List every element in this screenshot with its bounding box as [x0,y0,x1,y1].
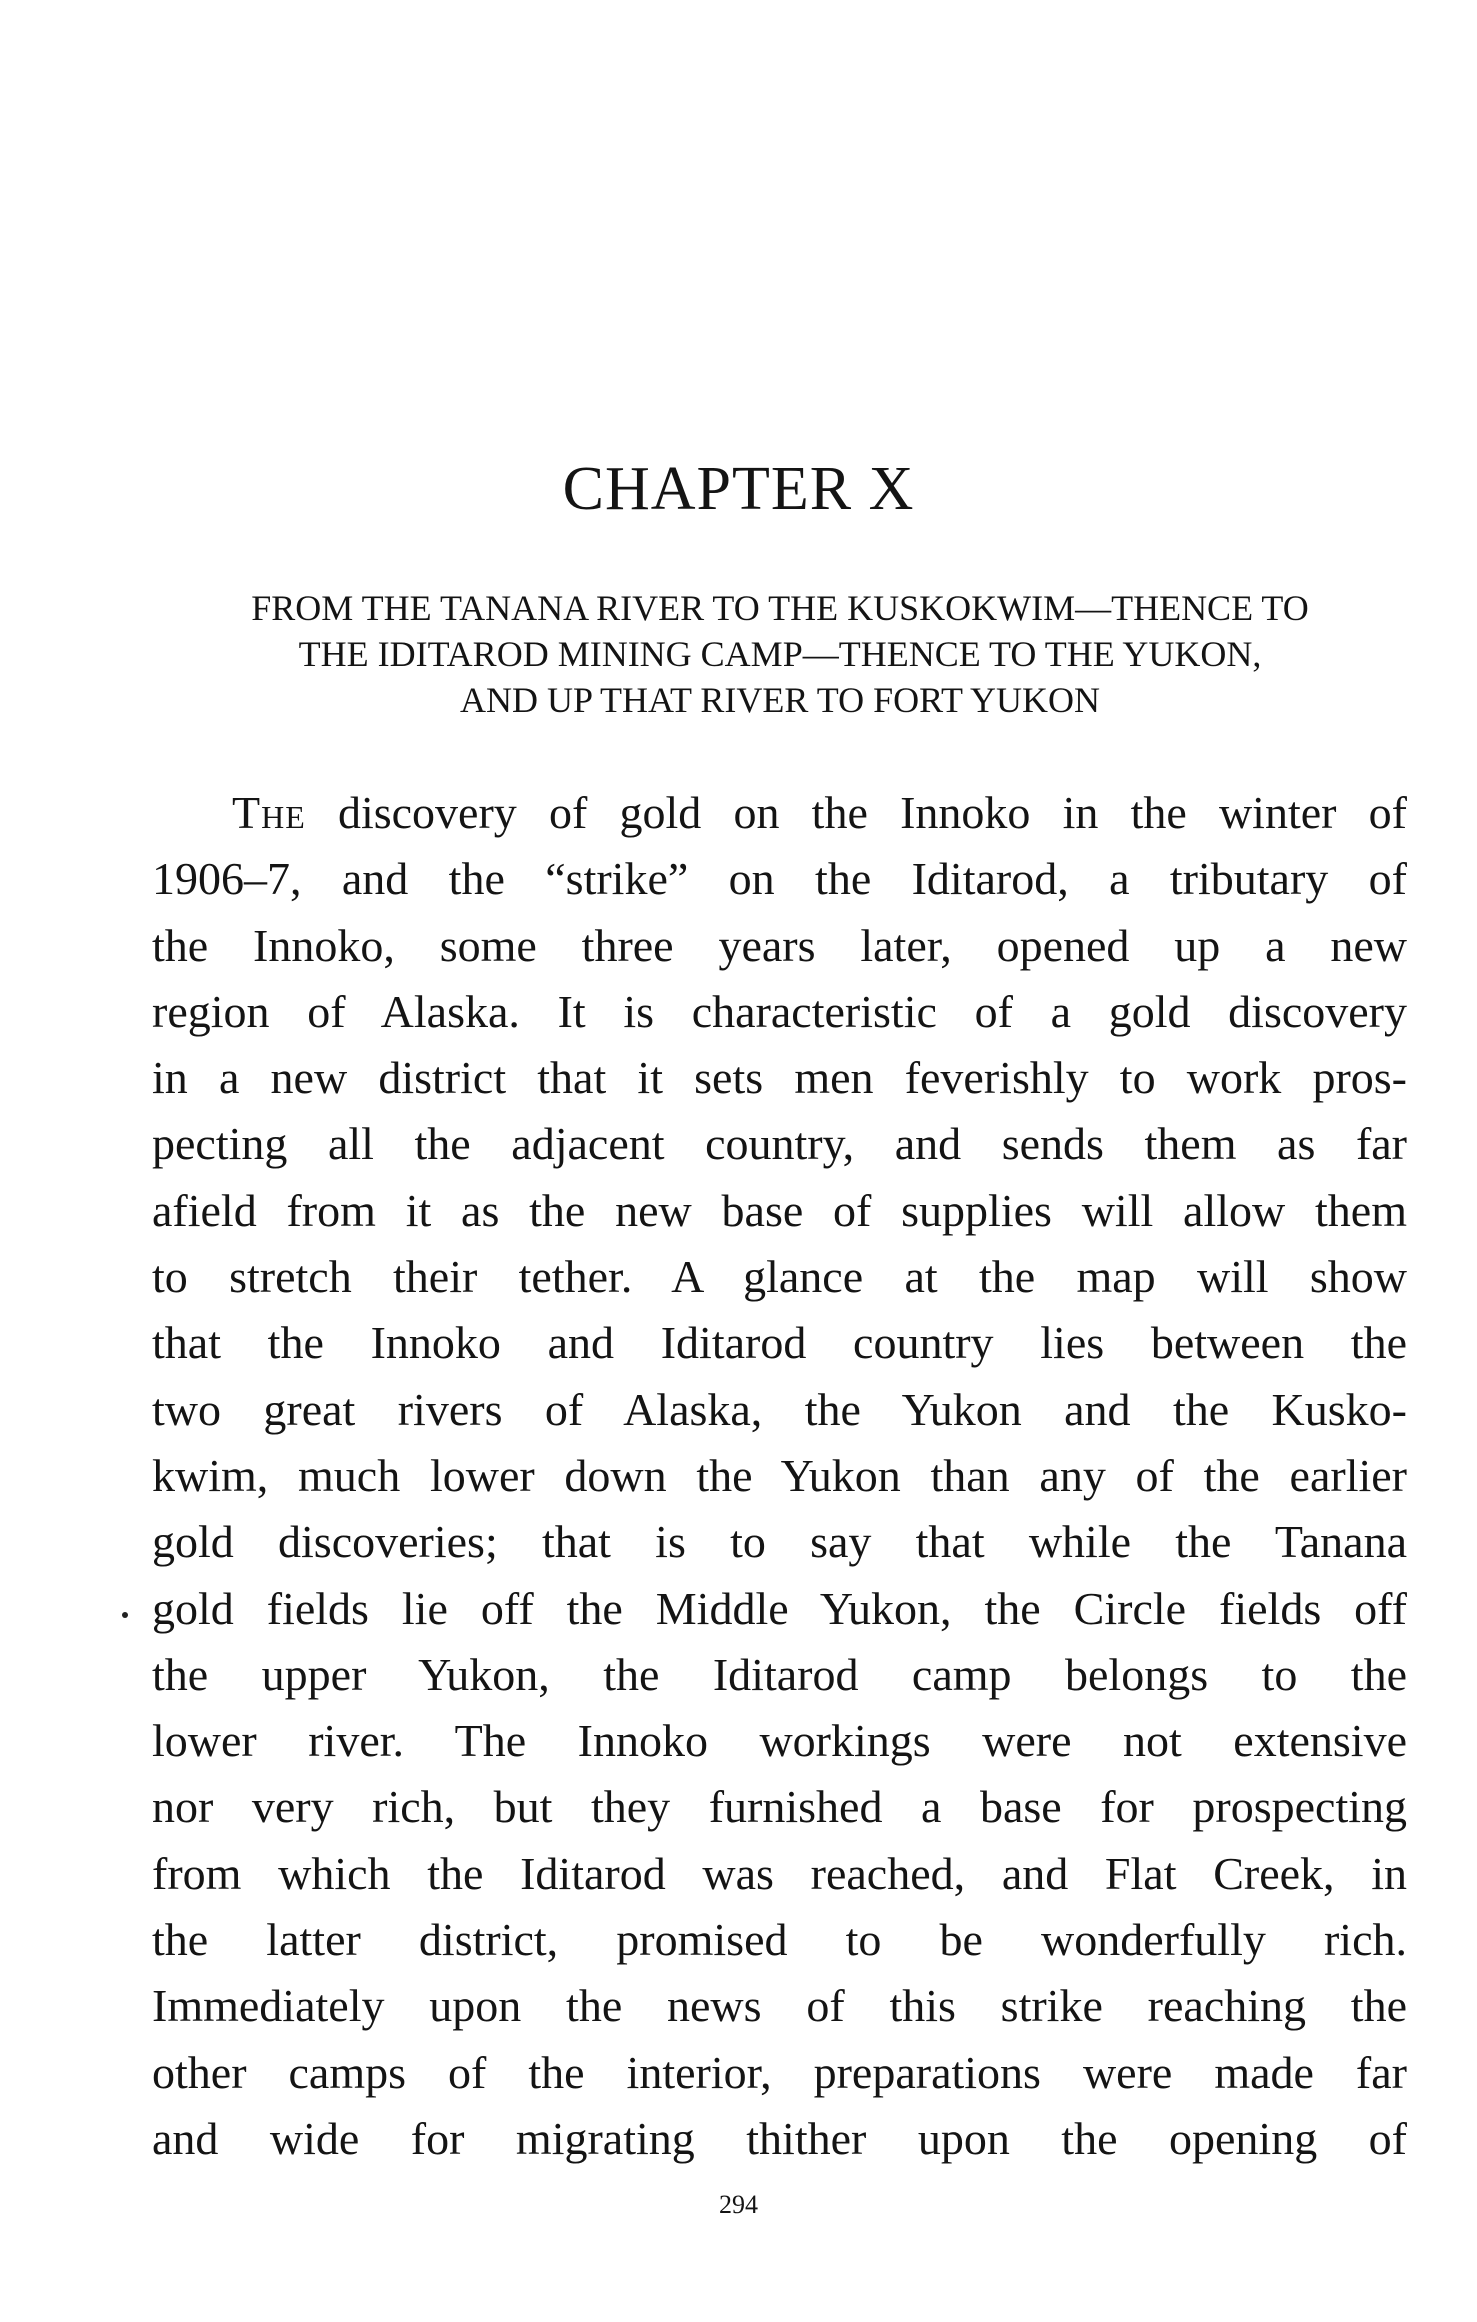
text-line: gold fields lie off the Middle Yukon, the Circle fields off [152,1582,1407,1634]
text-line: pecting all the adjacent country, and sends them as far [152,1118,1407,1170]
margin-dot [122,1612,128,1618]
text-line: the latter district, promised to be wonderfully rich. [152,1914,1407,1966]
text-line: two great rivers of Alaska, the Yukon and the Kusko- [152,1383,1407,1435]
text-line: that the Innoko and Iditarod country lies between the [152,1317,1407,1369]
text-line: kwim, much lower down the Yukon than any of the earlier [152,1449,1407,1501]
text-line: region of Alaska. It is characteristic of a gold discovery [152,985,1407,1037]
summary-line: FROM THE TANANA RIVER TO THE KUSKOKWIM—THENCE TO [251,588,1309,628]
text-line: gold discoveries; that is to say that while the Tanana [152,1516,1407,1568]
text-line: 1906–7, and the “strike” on the Iditarod, a tributary of [152,853,1407,905]
text-line: and wide for migrating thither upon the opening of [152,2112,1407,2164]
text-line: nor very rich, but they furnished a base for prospecting [152,1781,1407,1833]
text-line: lower river. The Innoko workings were not extensive [152,1715,1407,1767]
summary-line: AND UP THAT RIVER TO FORT YUKON [460,680,1100,720]
chapter-title: CHAPTER X [562,455,915,523]
chapter-summary [150,585,1410,723]
text-line: other camps of the interior, preparations were made far [152,2046,1407,2098]
text-line: afield from it as the new base of supplies will allow them [152,1184,1407,1236]
summary-line: THE IDITAROD MINING CAMP—THENCE TO THE YUKON, [298,634,1262,674]
text-line: to stretch their tether. A glance at the map will show [152,1251,1407,1303]
first-line-text: discovery of gold on the Innoko in the winter of [305,787,1407,838]
page-number: 294 [719,2190,758,2219]
opening-word: The [232,787,306,838]
text-line: the upper Yukon, the Iditarod camp belongs to the [152,1648,1407,1700]
text-line: the Innoko, some three years later, opened up a new [152,919,1407,971]
body-paragraph [152,780,1407,2172]
text-line: from which the Iditarod was reached, and Flat Creek, in [152,1847,1407,1899]
text-line: Immediately upon the news of this strike reaching the [152,1980,1407,2032]
text-line [152,780,1407,846]
text-line: in a new district that it sets men feverishly to work pros- [152,1052,1407,1104]
